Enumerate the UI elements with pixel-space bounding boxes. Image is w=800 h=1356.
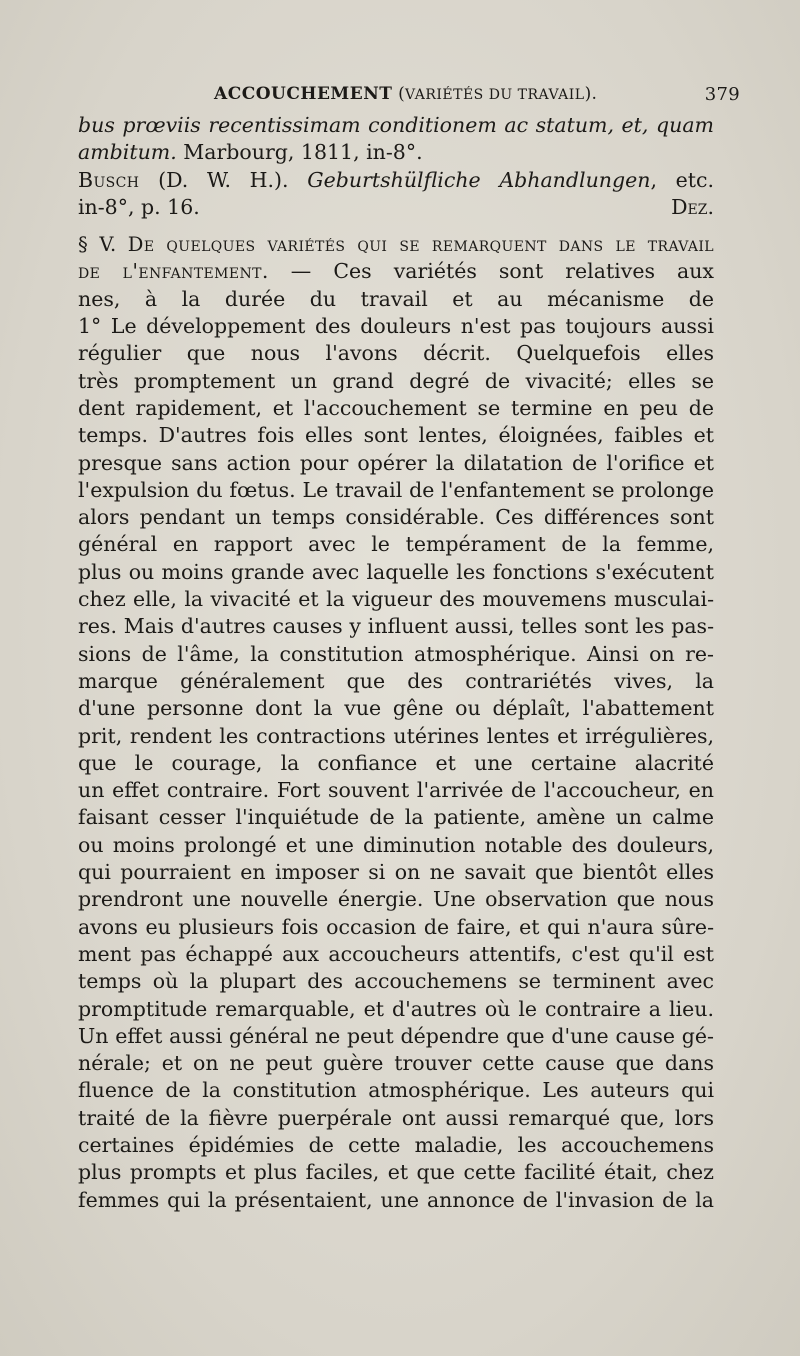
reference-line: bus prœviis recentissimam conditionem ac statum, et, quam xyxy=(78,113,714,137)
reference-busch xyxy=(78,167,714,194)
paragraph-line: un effet contraire. Fort souvent l'arrivée de l'accoucheur, en xyxy=(78,778,714,803)
section-title: de l'enfantement. xyxy=(78,259,269,284)
section-text-line: nes, à la durée du travail et au mécanisme de xyxy=(78,286,714,311)
running-title xyxy=(214,84,597,104)
running-title-sub: VARIÉTÉS DU TRAVAIL xyxy=(405,87,585,103)
paragraph-line: femmes qui la présentaient, une annonce de l'invasion de la xyxy=(78,1187,714,1212)
author-initials: (D. W. H.). xyxy=(139,167,308,192)
page-number: 379 xyxy=(704,84,740,105)
paragraph-line: sions de l'âme, la constitution atmosphérique. Ainsi on re- xyxy=(78,641,714,666)
paragraph-line: très promptement un grand degré de vivacité; elles se xyxy=(78,368,714,393)
paragraph-line: marque généralement que des contrariétés vives, la xyxy=(78,668,714,693)
author-name: Busch xyxy=(78,167,140,192)
paragraph-line: d'une personne dont la vue gêne ou déplaît, l'abattement xyxy=(78,696,714,721)
paragraph-line: ou moins prolongé et une diminution notable des douleurs, xyxy=(78,832,714,857)
paragraph-line: ment pas échappé aux accoucheurs attentifs, c'est qu'il est xyxy=(78,941,714,966)
paragraph-line: alors pendant un temps considérable. Ces différences sont xyxy=(78,505,714,530)
reference-text: , etc. xyxy=(650,167,714,192)
paragraph-line: que le courage, la confiance et une certaine alacrité xyxy=(78,750,714,775)
paragraph-line: fluence de la constitution atmosphérique. Les auteurs qui xyxy=(78,1078,714,1103)
work-title: Geburtshülfliche Abhandlungen xyxy=(307,167,651,192)
paragraph-line: certaines épidémies de cette maladie, les accouchemens xyxy=(78,1132,714,1157)
paragraph-line: res. Mais d'autres causes y influent aussi, telles sont les pas- xyxy=(78,614,714,639)
paragraph-line: faisant cesser l'inquiétude de la patiente, amène un calme xyxy=(78,805,714,830)
author-signature: Dez. xyxy=(671,194,714,219)
paragraph-line: traité de la fièvre puerpérale ont aussi remarqué que, lors xyxy=(78,1105,714,1130)
spacer xyxy=(78,221,714,231)
paragraph-line: prit, rendent les contractions utérines lentes et irrégulières, xyxy=(78,723,714,748)
paragraph-line: dent rapidement, et l'accouchement se termine en peu de xyxy=(78,395,714,420)
running-header xyxy=(200,84,740,114)
section-text: — Ces variétés sont relatives aux xyxy=(290,259,714,284)
paragraph-line: temps où la plupart des accouchemens se terminent avec xyxy=(78,969,714,994)
paragraph-line: temps. D'autres fois elles sont lentes, éloignées, faibles et xyxy=(78,423,714,448)
reference-text: in-8°, p. 16. xyxy=(78,194,200,219)
paragraph-line: 1° Le développement des douleurs n'est pas toujours aussi xyxy=(78,314,714,339)
running-title-paren-open: ( xyxy=(392,84,406,104)
running-title-main: ACCOUCHEMENT xyxy=(214,84,393,104)
paragraph-line: promptitude remarquable, et d'autres où le contraire a lieu. xyxy=(78,996,714,1021)
section-heading xyxy=(78,231,714,258)
paragraph-line: plus ou moins grande avec laquelle les fonctions s'exécutent xyxy=(78,559,714,584)
paragraph-line: plus prompts et plus faciles, et que cette facilité était, chez xyxy=(78,1160,714,1185)
reference-text: Marbourg, 1811, in-8°. xyxy=(176,140,423,165)
paragraph-line: régulier que nous l'avons décrit. Quelquefois elles xyxy=(78,341,714,366)
paragraph-line: qui pourraient en imposer si on ne savait que bientôt elles xyxy=(78,860,714,885)
paragraph-line: prendront une nouvelle énergie. Une observation que nous xyxy=(78,887,714,912)
paragraph-line: général en rapport avec le tempérament de la femme, xyxy=(78,532,714,557)
running-title-paren-close: ). xyxy=(584,84,598,104)
paragraph-line: chez elle, la vivacité et la vigueur des mouvemens musculai- xyxy=(78,587,714,612)
paragraph-line: avons eu plusieurs fois occasion de faire, et qui n'aura sûre- xyxy=(78,914,714,939)
reference-line xyxy=(78,194,714,221)
reference-line xyxy=(78,139,714,166)
paragraph-line: presque sans action pour opérer la dilatation de l'orifice et xyxy=(78,450,714,475)
paragraph-line: Un effet aussi général ne peut dépendre que d'une cause gé- xyxy=(78,1023,714,1048)
reference-italic: ambitum. xyxy=(78,140,177,165)
page-body xyxy=(78,112,714,1214)
section-heading-line xyxy=(78,258,714,285)
section-title: De quelques variétés qui se remarquent dans le travail xyxy=(127,233,714,257)
paragraph-line: nérale; et on ne peut guère trouver cette cause que dans xyxy=(78,1051,714,1076)
paragraph-line: l'expulsion du fœtus. Le travail de l'enfantement se prolonge xyxy=(78,477,714,502)
section-number: § V. xyxy=(78,233,128,257)
